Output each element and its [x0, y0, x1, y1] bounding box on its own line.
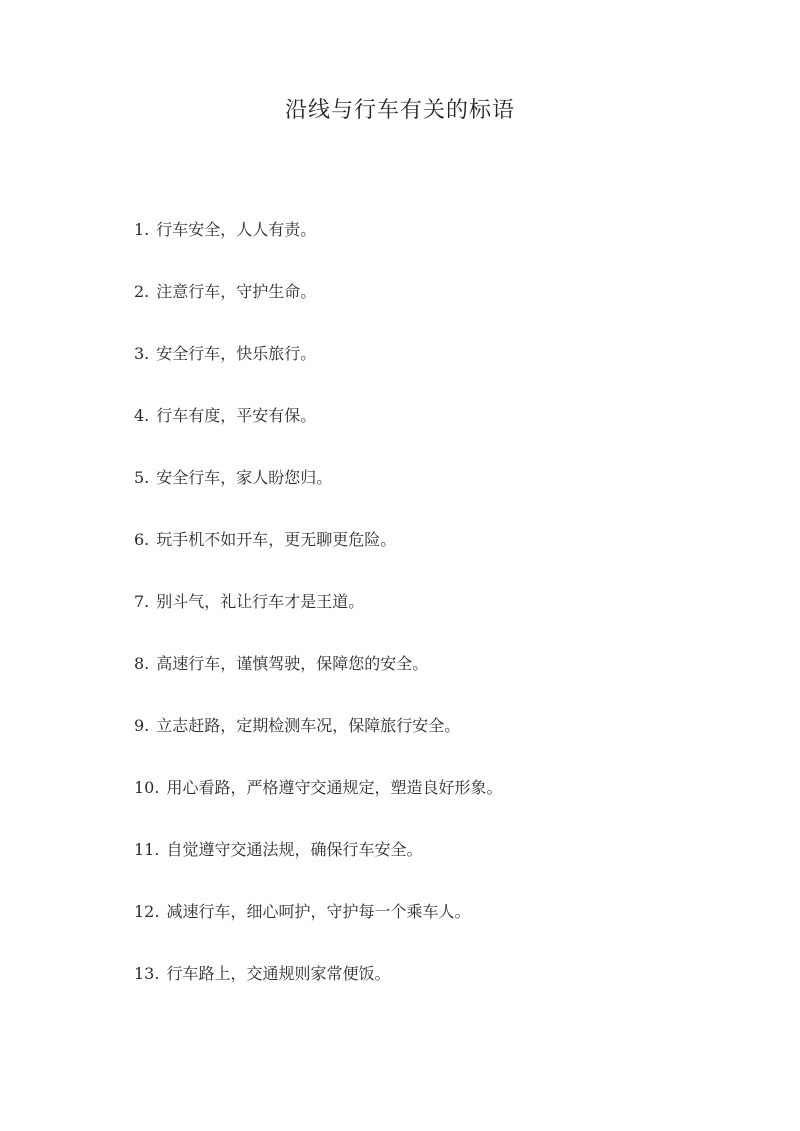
slogan-text: 别斗气，礼让行车才是王道。: [156, 592, 365, 611]
slogan-item: [134, 961, 502, 1023]
slogan-text: 行车有度，平安有保。: [156, 406, 317, 425]
slogan-number: 10.: [134, 778, 160, 797]
slogan-list: [134, 217, 502, 1023]
slogan-number: 2.: [134, 282, 150, 301]
slogan-text: 高速行车，谨慎驾驶，保障您的安全。: [156, 654, 429, 673]
slogan-text: 玩手机不如开车，更无聊更危险。: [156, 530, 397, 549]
slogan-text: 用心看路，严格遵守交通规定，塑造良好形象。: [166, 778, 503, 797]
slogan-text: 立志赶路，定期检测车况，保障旅行安全。: [156, 716, 461, 735]
slogan-text: 行车路上，交通规则家常便饭。: [166, 964, 391, 983]
slogan-text: 行车安全，人人有责。: [156, 220, 317, 239]
slogan-text: 安全行车，家人盼您归。: [156, 468, 333, 487]
slogan-number: 11.: [134, 840, 160, 859]
slogan-item: [134, 465, 502, 527]
slogan-number: 8.: [134, 654, 150, 673]
slogan-item: [134, 403, 502, 465]
slogan-text: 注意行车，守护生命。: [156, 282, 317, 301]
slogan-number: 5.: [134, 468, 150, 487]
slogan-item: [134, 279, 502, 341]
slogan-number: 1.: [134, 220, 150, 239]
slogan-number: 3.: [134, 344, 150, 363]
slogan-text: 自觉遵守交通法规，确保行车安全。: [166, 840, 423, 859]
slogan-item: [134, 837, 502, 899]
slogan-number: 13.: [134, 964, 160, 983]
slogan-item: [134, 713, 502, 775]
slogan-number: 4.: [134, 406, 150, 425]
slogan-number: 9.: [134, 716, 150, 735]
slogan-item: [134, 899, 502, 961]
slogan-item: [134, 589, 502, 651]
slogan-item: [134, 651, 502, 713]
slogan-item: [134, 775, 502, 837]
slogan-item: [134, 527, 502, 589]
slogan-text: 减速行车，细心呵护，守护每一个乘车人。: [166, 902, 471, 921]
slogan-number: 7.: [134, 592, 150, 611]
document-title: 沿线与行车有关的标语: [284, 98, 515, 123]
slogan-number: 12.: [134, 902, 160, 921]
slogan-item: [134, 341, 502, 403]
slogan-number: 6.: [134, 530, 150, 549]
slogan-text: 安全行车，快乐旅行。: [156, 344, 317, 363]
slogan-item: [134, 217, 502, 279]
